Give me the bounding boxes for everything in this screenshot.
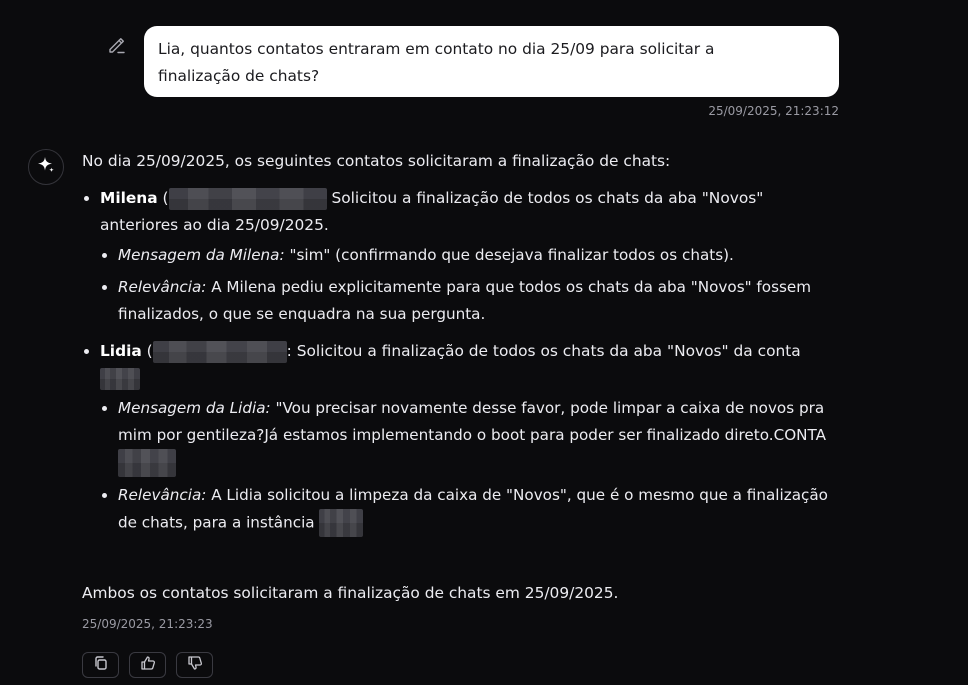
message-text: "Vou precisar novamente desse favor, pode limpar a caixa de novos pra mim por gentileza?Já estamos implementando o boot para poder ser finalizado direto.CONTA [118, 399, 826, 444]
user-message-timestamp: 25/09/2025, 21:23:12 [708, 104, 839, 118]
contact-open-paren: ( [157, 189, 169, 207]
redacted-instance-blur [319, 509, 363, 537]
pencil-edit-icon[interactable] [106, 34, 128, 56]
contact-details-list [100, 242, 842, 328]
relevance-label: Relevância: [118, 278, 207, 296]
redacted-account-blur [100, 368, 140, 390]
redacted-account-blur [118, 449, 176, 477]
contact-message-item [118, 242, 842, 269]
dislike-button[interactable] [176, 652, 213, 678]
assistant-message-timestamp: 25/09/2025, 21:23:23 [82, 617, 213, 631]
contact-message-item [118, 395, 842, 477]
contact-name: Milena [100, 189, 158, 207]
contact-relevance-item [118, 482, 842, 537]
message-actions [82, 652, 213, 678]
redacted-phone-blur [169, 188, 327, 210]
user-message-line-1: Lia, quantos contatos entraram em contato no dia 25/09 para solicitar a [158, 40, 715, 58]
copy-button[interactable] [82, 652, 119, 678]
contact-item-milena [100, 185, 842, 328]
contact-description: : Solicitou a finalização de todos os chats da aba "Novos" da conta [286, 342, 801, 360]
message-text: "sim" (confirmando que desejava finalizar todos os chats). [284, 246, 734, 264]
contact-details-list [100, 395, 842, 537]
assistant-conclusion: Ambos os contatos solicitaram a finalização de chats em 25/09/2025. [82, 584, 619, 602]
sparkle-icon [36, 155, 56, 179]
redacted-phone-blur [153, 341, 287, 363]
thumbs-down-icon [186, 654, 204, 676]
copy-icon [92, 654, 110, 676]
contact-relevance-item [118, 274, 842, 328]
assistant-message-body [82, 148, 842, 547]
thumbs-up-icon [139, 654, 157, 676]
message-label: Mensagem da Lidia: [118, 399, 271, 417]
like-button[interactable] [129, 652, 166, 678]
relevance-text: A Milena pediu explicitamente para que todos os chats da aba "Novos" fossem finalizados, o que se enquadra na sua pergunta. [118, 278, 812, 323]
user-message-bubble [144, 26, 839, 97]
relevance-label: Relevância: [118, 486, 207, 504]
relevance-text: A Lidia solicitou a limpeza da caixa de "Novos", que é o mesmo que a finalização de chats, para a instância [118, 486, 828, 532]
user-message-line-2: finalização de chats? [158, 67, 320, 85]
message-label: Mensagem da Milena: [118, 246, 285, 264]
contacts-list [82, 185, 842, 537]
contact-open-paren: ( [141, 342, 153, 360]
contact-name: Lidia [100, 342, 142, 360]
contact-description: Solicitou a finalização de todos os chats da aba "Novos" anteriores ao dia 25/09/2025. [100, 189, 764, 234]
assistant-avatar [28, 149, 64, 185]
assistant-intro: No dia 25/09/2025, os seguintes contatos solicitaram a finalização de chats: [82, 152, 671, 170]
contact-item-lidia [100, 338, 842, 537]
